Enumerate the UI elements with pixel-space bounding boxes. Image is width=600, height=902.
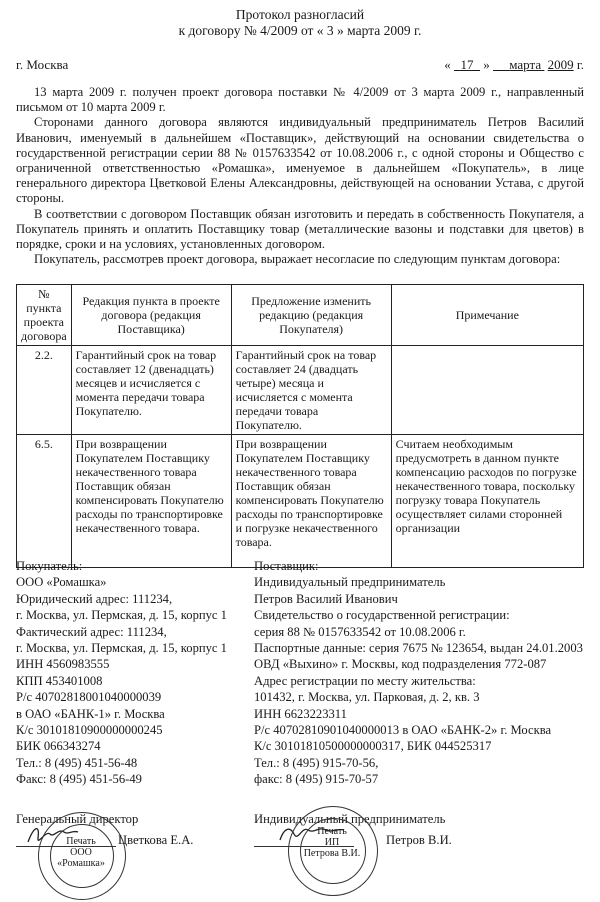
buyer-line: г. Москва, ул. Пермская, д. 15, корпус 1 xyxy=(16,641,227,656)
document-subtitle: к договору № 4/2009 от « 3 » марта 2009 г. xyxy=(178,23,422,38)
buyer-line: ООО «Ромашка» xyxy=(16,575,107,590)
buyer-version: Гарантийный срок на товар составляет 24 (двадцать четыре) месяца и исчисляется с момента передачи товара Покупателю. xyxy=(231,346,391,435)
paragraph: Покупатель, рассмотрев проект договора, выражает несогласие по следующим пунктам договора: xyxy=(34,252,561,267)
buyer-line: Фактический адрес: 111234, xyxy=(16,624,167,639)
buyer-line: в ОАО «БАНК-1» г. Москва xyxy=(16,706,165,721)
header-note: Примечание xyxy=(391,285,583,346)
header-buyer-version: Предложение изменить редакцию (редакция Покупателя) xyxy=(231,285,391,346)
seller-line: Петров Василий Иванович xyxy=(254,591,398,606)
seller-signatory-name: Петров В.И. xyxy=(386,833,452,847)
buyer-line: Р/с 40702818001040000039 xyxy=(16,690,162,705)
date-year-suffix: г. xyxy=(576,57,584,72)
buyer-line: ИНН 4560983555 xyxy=(16,657,110,672)
seller-line: Адрес регистрации по месту жительства: xyxy=(254,673,476,688)
document-date xyxy=(444,57,584,73)
buyer-line: Тел.: 8 (495) 451-56-48 xyxy=(16,755,138,770)
document-title: Протокол разногласий xyxy=(235,7,365,22)
clause-number: 6.5. xyxy=(17,435,72,568)
seller-signatory-role: Индивидуальный предприниматель xyxy=(254,812,446,826)
buyer-line: КПП 453401008 xyxy=(16,673,103,688)
buyer-line: Покупатель: xyxy=(16,559,83,573)
document-body xyxy=(16,85,584,267)
paragraph: 13 марта 2009 г. получен проект договора поставки № 4/2009 от 3 марта 2009 г., направленный письмом от 10 марта 2009 г. xyxy=(16,85,584,115)
seller-line: Свидетельство о государственной регистрации: xyxy=(254,608,510,623)
seller-line: факс: 8 (495) 915-70-57 xyxy=(254,772,379,787)
seller-line: Паспортные данные: серия 7675 № 123654, выдан 24.01.2003 xyxy=(254,641,583,656)
seller-line: Р/с 40702810901040000013 в ОАО «БАНК-2» г. Москва xyxy=(254,723,552,738)
date-day: 17 xyxy=(460,57,474,72)
seller-stamp-text: Печать ИП Петрова В.И. xyxy=(303,826,361,859)
note: Считаем необходимым предусмотреть в данном пункте компенсацию расходов по погрузке некачественного товара, поскольку погрузку товара Покупатель осуществляет силами сторонней организации xyxy=(391,435,583,568)
supplier-version: При возвращении Покупателем Поставщику некачественного товара Поставщик обязан компенсировать Покупателю расходы по транспортировке некачественного товара. xyxy=(71,435,231,568)
buyer-line: Факс: 8 (495) 451-56-49 xyxy=(16,772,142,787)
buyer-version: При возвращении Покупателем Поставщику некачественного товара Поставщик обязан компенсировать Покупателю расходы по транспортировке и погрузке некачественного товара. xyxy=(231,435,391,568)
date-month: марта xyxy=(509,57,542,72)
header-clause-number: № пункта проекта договора xyxy=(17,285,72,346)
paragraph: В соответствии с договором Поставщик обязан изготовить и передать в собственность Покупателя, а Покупатель принять и оплатить Поставщику товар (металлические вазоны и подставки для цветов) в порядке, сроки и на условиях, установленных договором. xyxy=(16,206,584,252)
clause-number: 2.2. xyxy=(17,346,72,435)
supplier-version: Гарантийный срок на товар составляет 12 (двенадцать) месяцев и исчисляется с момента передачи товара Покупателю. xyxy=(71,346,231,435)
header-supplier-version: Редакция пункта в проекте договора (редакция Поставщика) xyxy=(71,285,231,346)
buyer-line: Юридический адрес: 111234, xyxy=(16,591,173,606)
paragraph: Сторонами данного договора являются индивидуальный предприниматель Петров Василий Иванович, именуемый в дальнейшем «Поставщик», действующий на основании свидетельства о государственной регистрации серии 88 № 0157633542 от 10.08.2006 г., с одной стороны и Общество с ограниченной ответственностью «Ромашка», именуемое в дальнейшем «Покупатель», в лице генерального директора Цветковой Елены Александровны, действующей на основании Устава, с другой стороны. xyxy=(16,115,584,206)
seller-line: ИНН 6623223311 xyxy=(254,706,347,721)
buyer-line: БИК 066343274 xyxy=(16,739,101,754)
buyer-stamp-text: Печать ООО «Ромашка» xyxy=(57,836,105,869)
buyer-signatory-role: Генеральный директор xyxy=(16,812,139,826)
table-header-row xyxy=(17,285,584,346)
seller-details xyxy=(254,558,594,788)
city: г. Москва xyxy=(16,57,69,72)
seller-line: Поставщик: xyxy=(254,559,319,573)
seller-line: Индивидуальный предприниматель xyxy=(254,575,446,590)
buyer-details xyxy=(16,558,256,788)
date-quote-close: » xyxy=(483,57,490,72)
date-year: 2009 xyxy=(547,57,574,72)
buyer-signatory-name: Цветкова Е.А. xyxy=(118,833,194,847)
note xyxy=(391,346,583,435)
table-row xyxy=(17,435,584,568)
date-quote-open: « xyxy=(444,57,451,72)
seller-line: ОВД «Выхино» г. Москвы, код подразделения 772-087 xyxy=(254,657,547,672)
seller-line: серия 88 № 0157633542 от 10.08.2006 г. xyxy=(254,624,466,639)
seller-line: Тел.: 8 (495) 915-70-56, xyxy=(254,755,379,770)
seller-line: 101432, г. Москва, ул. Парковая, д. 2, кв. 3 xyxy=(254,690,480,705)
buyer-line: г. Москва, ул. Пермская, д. 15, корпус 1 xyxy=(16,608,227,623)
seller-line: К/с 30101810500000000317, БИК 044525317 xyxy=(254,739,492,754)
disagreements-table xyxy=(16,284,584,568)
buyer-line: К/с 30101810900000000245 xyxy=(16,723,163,738)
table-row xyxy=(17,346,584,435)
